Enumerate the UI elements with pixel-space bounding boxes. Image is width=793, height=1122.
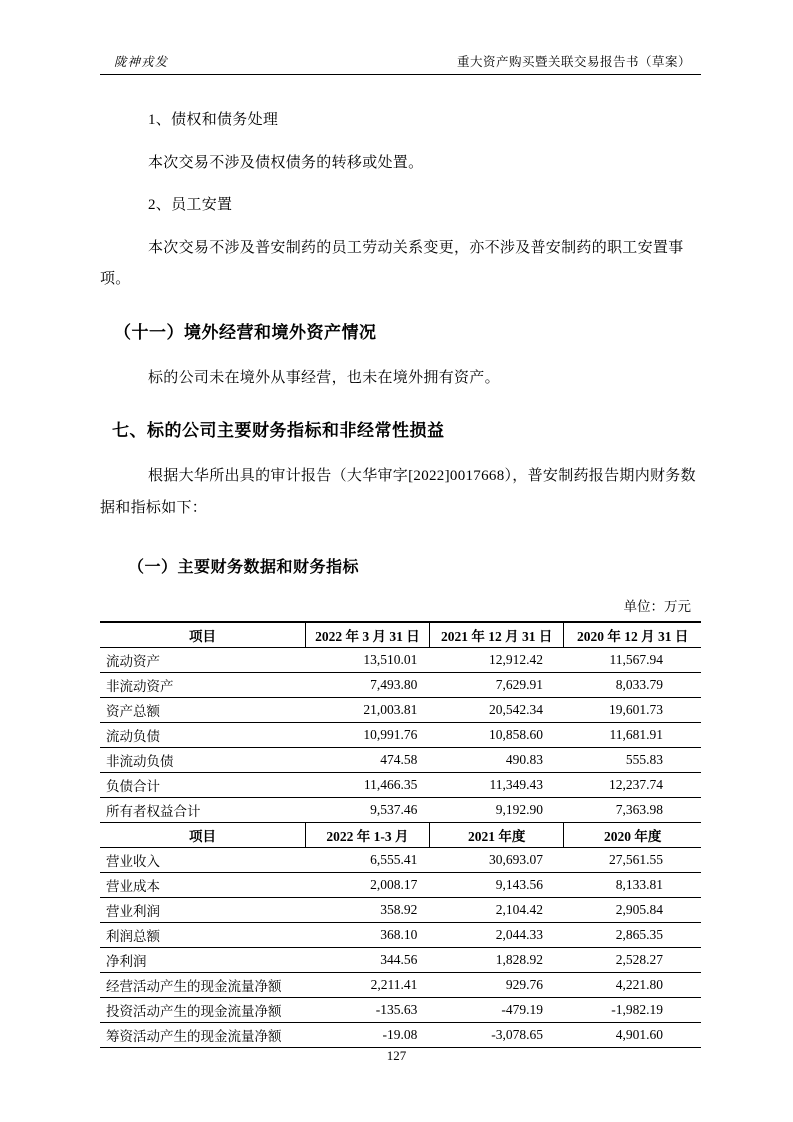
cell-value: 358.92: [306, 897, 430, 922]
section-11-heading: （十一）境外经营和境外资产情况: [114, 322, 377, 342]
table-row: [100, 847, 701, 872]
cell-value: 7,493.80: [306, 672, 430, 697]
table-row: [100, 1022, 701, 1047]
row-label: 非流动负债: [100, 747, 306, 772]
cell-value: 13,510.01: [306, 647, 430, 672]
cell-value: 2,044.33: [429, 922, 564, 947]
row-label: 非流动资产: [100, 672, 306, 697]
cell-value: 9,537.46: [306, 797, 430, 822]
cell-value: 555.83: [564, 747, 701, 772]
header-company-name: 陇神戎发: [114, 55, 169, 69]
cell-value: 11,681.91: [564, 722, 701, 747]
cell-value: 2,905.84: [564, 897, 701, 922]
subsection-1-heading: （一）主要财务数据和财务指标: [128, 559, 360, 576]
cell-value: 929.76: [429, 972, 564, 997]
table-row: [100, 647, 701, 672]
column-header: 2021 年 12 月 31 日: [429, 622, 564, 647]
table-row: [100, 672, 701, 697]
cell-value: 7,629.91: [429, 672, 564, 697]
cell-value: 474.58: [306, 747, 430, 772]
header-report-title: 重大资产购买暨关联交易报告书（草案）: [456, 55, 691, 69]
table-header-row-balance: [100, 622, 701, 647]
column-header: 项目: [100, 622, 306, 647]
cell-value: 4,221.80: [564, 972, 701, 997]
row-label: 负债合计: [100, 772, 306, 797]
row-label: 营业利润: [100, 897, 306, 922]
column-header: 2021 年度: [429, 822, 564, 847]
table-row: [100, 972, 701, 997]
row-label: 经营活动产生的现金流量净额: [100, 972, 306, 997]
row-label: 所有者权益合计: [100, 797, 306, 822]
cell-value: 10,858.60: [429, 722, 564, 747]
list-item-2-body: 本次交易不涉及普安制药的员工劳动关系变更，亦不涉及普安制药的职工安置事项。: [100, 239, 684, 287]
cell-value: 30,693.07: [429, 847, 564, 872]
cell-value: 8,033.79: [564, 672, 701, 697]
cell-value: -479.19: [429, 997, 564, 1022]
cell-value: 2,104.42: [429, 897, 564, 922]
column-header: 2022 年 1-3 月: [306, 822, 430, 847]
table-row: [100, 722, 701, 747]
financial-data-table: [100, 621, 701, 1048]
cell-value: 2,865.35: [564, 922, 701, 947]
cell-value: -19.08: [306, 1022, 430, 1047]
cell-value: 9,143.56: [429, 872, 564, 897]
unit-label: 单位：万元: [623, 599, 691, 614]
cell-value: 2,211.41: [306, 972, 430, 997]
row-label: 筹资活动产生的现金流量净额: [100, 1022, 306, 1047]
column-header: 2022 年 3 月 31 日: [306, 622, 430, 647]
cell-value: 2,528.27: [564, 947, 701, 972]
table-row: [100, 997, 701, 1022]
cell-value: 344.56: [306, 947, 430, 972]
row-label: 流动资产: [100, 647, 306, 672]
column-header: 2020 年度: [564, 822, 701, 847]
table-row: [100, 772, 701, 797]
cell-value: 2,008.17: [306, 872, 430, 897]
page-body: [100, 75, 701, 1048]
cell-value: 6,555.41: [306, 847, 430, 872]
section-11-body: 标的公司未在境外从事经营，也未在境外拥有资产。: [148, 369, 500, 386]
table-row: [100, 747, 701, 772]
table-row: [100, 922, 701, 947]
cell-value: 9,192.90: [429, 797, 564, 822]
cell-value: 27,561.55: [564, 847, 701, 872]
table-row: [100, 947, 701, 972]
row-label: 利润总额: [100, 922, 306, 947]
section-7-body: 根据大华所出具的审计报告（大华审字[2022]0017668），普安制药报告期内财务数据和指标如下：: [100, 468, 696, 516]
cell-value: 21,003.81: [306, 697, 430, 722]
cell-value: -1,982.19: [564, 997, 701, 1022]
cell-value: 11,466.35: [306, 772, 430, 797]
list-item-1-title: 1、债权和债务处理: [148, 112, 279, 128]
table-row: [100, 872, 701, 897]
cell-value: 368.10: [306, 922, 430, 947]
cell-value: -135.63: [306, 997, 430, 1022]
cell-value: 10,991.76: [306, 722, 430, 747]
cell-value: 490.83: [429, 747, 564, 772]
cell-value: 11,567.94: [564, 647, 701, 672]
cell-value: 4,901.60: [564, 1022, 701, 1047]
cell-value: 7,363.98: [564, 797, 701, 822]
row-label: 营业成本: [100, 872, 306, 897]
page-number: 127: [386, 1048, 407, 1063]
row-label: 资产总额: [100, 697, 306, 722]
row-label: 营业收入: [100, 847, 306, 872]
table-row: [100, 797, 701, 822]
row-label: 投资活动产生的现金流量净额: [100, 997, 306, 1022]
list-item-2-title: 2、员工安置: [148, 197, 233, 213]
table-row: [100, 897, 701, 922]
cell-value: 1,828.92: [429, 947, 564, 972]
table-header-row-income: [100, 822, 701, 847]
cell-value: 11,349.43: [429, 772, 564, 797]
list-item-1-body: 本次交易不涉及债权债务的转移或处置。: [148, 154, 424, 171]
cell-value: 19,601.73: [564, 697, 701, 722]
column-header: 2020 年 12 月 31 日: [564, 622, 701, 647]
table-row: [100, 697, 701, 722]
row-label: 净利润: [100, 947, 306, 972]
cell-value: 20,542.34: [429, 697, 564, 722]
running-header: [100, 52, 701, 75]
cell-value: -3,078.65: [429, 1022, 564, 1047]
section-7-heading: 七、标的公司主要财务指标和非经常性损益: [112, 421, 445, 440]
cell-value: 12,912.42: [429, 647, 564, 672]
column-header: 项目: [100, 822, 306, 847]
cell-value: 8,133.81: [564, 872, 701, 897]
row-label: 流动负债: [100, 722, 306, 747]
cell-value: 12,237.74: [564, 772, 701, 797]
